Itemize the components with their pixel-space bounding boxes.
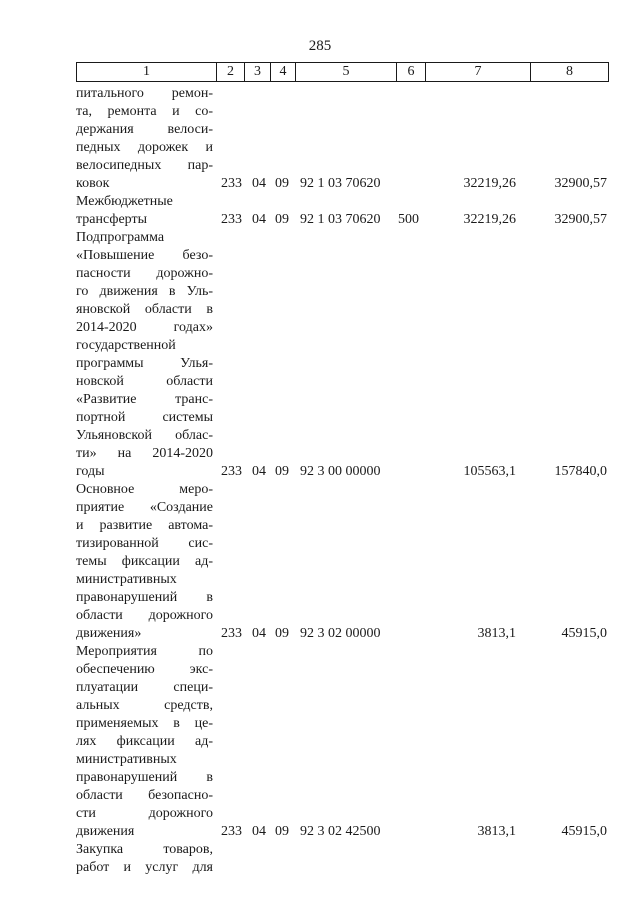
table-row — [0, 265, 640, 283]
table-row — [0, 139, 640, 157]
table-row — [0, 661, 640, 679]
row-text: го движения в Уль- — [76, 284, 213, 299]
row-text: Подпрограмма — [76, 230, 165, 245]
table-row — [0, 787, 640, 805]
cell-2: 233 — [221, 176, 242, 191]
table-row — [0, 733, 640, 751]
table-row — [0, 391, 640, 409]
row-text: годы — [76, 464, 105, 479]
table-row — [0, 301, 640, 319]
row-text: Межбюджетные — [76, 194, 173, 209]
table-row — [0, 859, 640, 877]
table-row — [0, 697, 640, 715]
row-text: работ и услуг для — [76, 860, 213, 875]
cell-8: 45915,0 — [561, 824, 607, 839]
cell-2: 233 — [221, 824, 242, 839]
cell-7: 32219,26 — [463, 176, 516, 191]
row-text: та, ремонта и со- — [76, 104, 213, 119]
row-text: Закупка товаров, — [76, 842, 213, 857]
table-row — [0, 409, 640, 427]
row-text: велосипедных пар- — [76, 158, 213, 173]
row-text: ти» на 2014-2020 — [76, 446, 213, 461]
table-row — [0, 553, 640, 571]
table-row — [0, 319, 640, 337]
header-cell-1: 1 — [77, 63, 217, 81]
row-text: сти дорожного — [76, 806, 213, 821]
row-text: движения» — [76, 626, 142, 641]
table-row — [0, 337, 640, 355]
row-text: Ульяновской облас- — [76, 428, 213, 443]
cell-5: 92 3 02 42500 — [300, 824, 381, 839]
cell-3: 04 — [252, 176, 266, 191]
table-row — [0, 751, 640, 769]
row-text: Мероприятия по — [76, 644, 213, 659]
table-row — [0, 823, 640, 841]
row-text: питального ремон- — [76, 86, 213, 101]
cell-2: 233 — [221, 626, 242, 641]
cell-2: 233 — [221, 212, 242, 227]
cell-3: 04 — [252, 464, 266, 479]
table-row — [0, 175, 640, 193]
table-row — [0, 445, 640, 463]
table-row — [0, 85, 640, 103]
table-row — [0, 355, 640, 373]
header-cell-8: 8 — [566, 64, 573, 79]
table-row — [0, 679, 640, 697]
table-row — [0, 517, 640, 535]
row-text: «Повышение безо- — [76, 248, 213, 263]
row-text: лях фиксации ад- — [76, 734, 213, 749]
table-row — [0, 157, 640, 175]
header-cell-3: 3 — [245, 63, 271, 81]
cell-4: 09 — [275, 176, 289, 191]
header-cell-7: 7 — [426, 63, 531, 81]
cell-7: 3813,1 — [477, 626, 516, 641]
row-text: движения — [76, 824, 135, 839]
row-text: правонарушений в — [76, 590, 213, 605]
row-text: новской области — [76, 374, 213, 389]
cell-8: 45915,0 — [561, 626, 607, 641]
table-row — [0, 841, 640, 859]
table-row — [0, 769, 640, 787]
row-text: темы фиксации ад- — [76, 554, 213, 569]
header-cell-4: 4 — [271, 63, 296, 81]
cell-4: 09 — [275, 626, 289, 641]
table-row — [0, 463, 640, 481]
table-row — [0, 373, 640, 391]
row-text: тизированной сис- — [76, 536, 213, 551]
row-text: педных дорожек и — [76, 140, 213, 155]
row-text: трансферты — [76, 212, 148, 227]
table-row — [0, 805, 640, 823]
row-text: программы Улья- — [76, 356, 213, 371]
cell-8: 157840,0 — [554, 464, 607, 479]
header-cell-5: 5 — [296, 63, 397, 81]
cell-4: 09 — [275, 464, 289, 479]
table-row — [0, 643, 640, 661]
cell-5: 92 1 03 70620 — [300, 212, 381, 227]
row-text: ковок — [76, 176, 110, 191]
cell-4: 09 — [275, 824, 289, 839]
cell-5: 92 3 02 00000 — [300, 626, 381, 641]
row-text: государственной — [76, 338, 176, 353]
header-cell-6: 6 — [397, 63, 426, 81]
cell-3: 04 — [252, 824, 266, 839]
row-text: плуатации специ- — [76, 680, 213, 695]
row-text: пасности дорожно- — [76, 266, 213, 281]
row-text: приятие «Создание — [76, 500, 213, 515]
row-text: 2014-2020 годах» — [76, 320, 213, 335]
row-text: яновской области в — [76, 302, 213, 317]
header-cell-2: 2 — [217, 63, 245, 81]
row-text: применяемых в це- — [76, 716, 213, 731]
table-row — [0, 211, 640, 229]
cell-7: 105563,1 — [463, 464, 516, 479]
row-text: министративных — [76, 752, 177, 767]
table-row — [0, 571, 640, 589]
table-row — [0, 625, 640, 643]
table-row — [0, 535, 640, 553]
cell-4: 09 — [275, 212, 289, 227]
row-text: министративных — [76, 572, 177, 587]
page-number: 285 — [308, 38, 332, 54]
cell-7: 32219,26 — [463, 212, 516, 227]
row-text: области дорожного — [76, 608, 213, 623]
row-text: Основное меро- — [76, 482, 213, 497]
table-row — [0, 499, 640, 517]
row-text: и развитие автома- — [76, 518, 213, 533]
table-row — [0, 715, 640, 733]
table-row — [0, 103, 640, 121]
cell-5: 92 1 03 70620 — [300, 176, 381, 191]
table-row — [0, 229, 640, 247]
cell-2: 233 — [221, 464, 242, 479]
table-header — [76, 62, 609, 82]
cell-3: 04 — [252, 212, 266, 227]
cell-8: 32900,57 — [554, 212, 607, 227]
table-row — [0, 121, 640, 139]
table-row — [0, 481, 640, 499]
row-text: правонарушений в — [76, 770, 213, 785]
table-row — [0, 607, 640, 625]
cell-6: 500 — [398, 212, 419, 227]
cell-7: 3813,1 — [477, 824, 516, 839]
row-text: держания велоси- — [76, 122, 213, 137]
row-text: альных средств, — [76, 698, 213, 713]
table-row — [0, 427, 640, 445]
table-row — [0, 589, 640, 607]
cell-5: 92 3 00 00000 — [300, 464, 381, 479]
row-text: «Развитие транс- — [76, 392, 213, 407]
table-row — [0, 247, 640, 265]
table-row — [0, 193, 640, 211]
row-text: портной системы — [76, 410, 213, 425]
row-text: обеспечению экс- — [76, 662, 213, 677]
table-row — [0, 283, 640, 301]
cell-8: 32900,57 — [554, 176, 607, 191]
cell-3: 04 — [252, 626, 266, 641]
row-text: области безопасно- — [76, 788, 213, 803]
